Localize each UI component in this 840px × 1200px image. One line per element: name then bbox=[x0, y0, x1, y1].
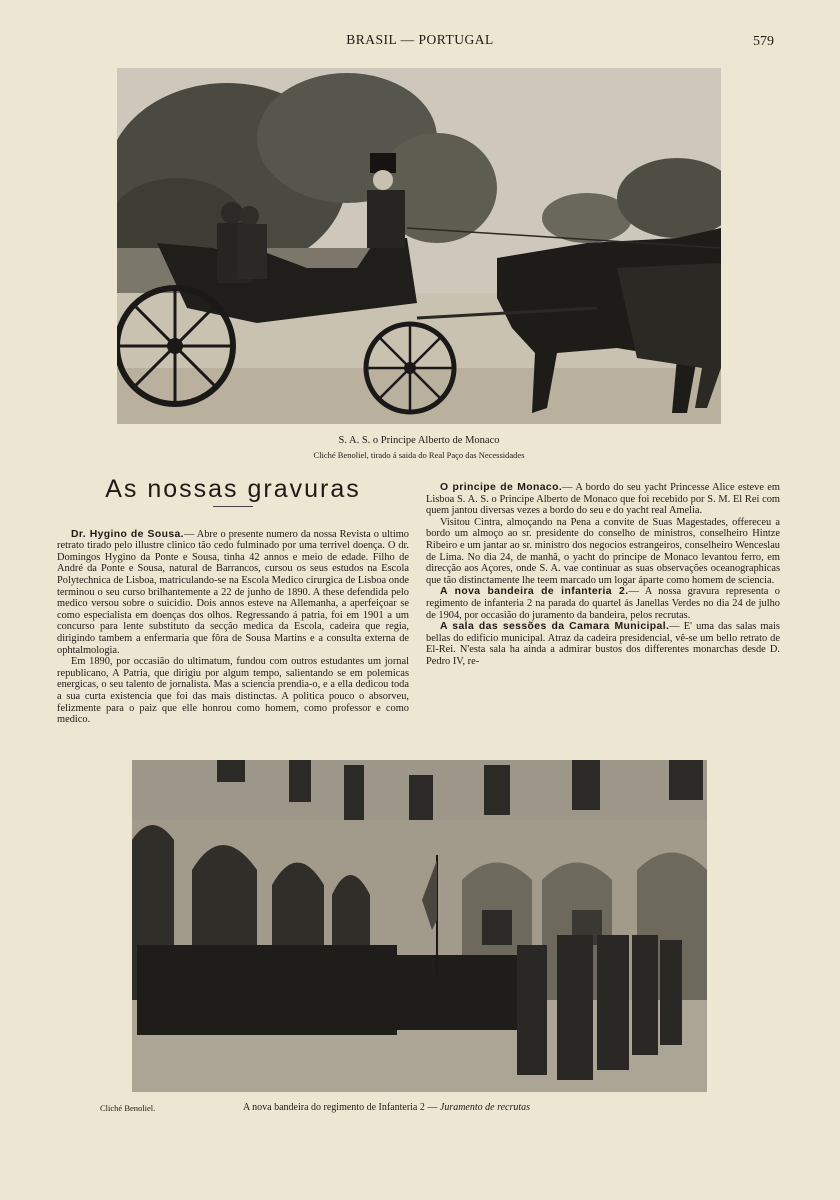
article-paragraph bbox=[57, 656, 409, 726]
figure2-caption-italic: Juramento de recrutas bbox=[439, 1102, 531, 1113]
article-paragraph bbox=[426, 517, 780, 587]
section-text: — Abre o presente numero da nossa Revista o ultimo retrato tirado pelo illustre clinico tão cedo fulminado por uma terrivel doença. O dr. Domingos Hygino da Ponte e Sousa, tinha 42 annos e meio de edade. Filho de André da Ponte e Sousa, natural de Barrancos, cursou os seus estudos na Escola Polytechnica de Lisboa, matriculando-se na Escola Medico cirurgica de Lisboa onde terminou o seu curso brilhantemente a 22 de junho de 1890. A these defendida pelo medico versou sobre o suicidio. Dois annos esteve na Allemanha, a aperfeiçoar se como especialista em doenças dos olhos. Regressando á patria, foi em 1901 a um concurso para lente substituto da secção medica da Escola, cadeira que regia, dirigindo tambem a enfermaria que fôra de Sousa Martins e a consulta externa de ophtalmologia. bbox=[57, 528, 409, 656]
section-lead: A sala das sessões da Camara Municipal. bbox=[440, 621, 670, 633]
photo-prince-carriage bbox=[117, 68, 721, 424]
article-paragraph bbox=[426, 586, 780, 621]
article-paragraph bbox=[426, 482, 780, 517]
figure1-caption: S. A. S. o Principe Alberto de Monaco bbox=[338, 435, 500, 446]
figure2-credit: Cliché Benoliel. bbox=[100, 1103, 156, 1113]
section-text: — E' uma das salas mais bellas do edificio municipal. Atraz da cadeira presidencial, vê-se um bello retrato de El-Rei. N'esta sala ha ainda a admirar bustos dos differentes monarchas desde D. Pedro IV, re- bbox=[426, 621, 780, 667]
running-title: BRASIL — PORTUGAL bbox=[346, 32, 494, 47]
section-text: Visitou Cintra, almoçando na Pena a convite de Suas Magestades, offereceu a bordo um almoço ao sr. presidente do conselho de ministros, conselheiro Hintze Ribeiro e um jantar ao sr. ministro dos negocios estrangeiros, conselheiro Wenceslau de Lima. No dia 24, de manhã, o yacht do principe de Monaco levantou ferro, em direcção aos Açores, onde S. A. vae continuar as suas observações oceanographicas que tão distinctamente lhe teem marcado um logar áparte como homem de sciencia. bbox=[426, 516, 780, 586]
section-lead: Dr. Hygino de Sousa. bbox=[71, 528, 184, 540]
figure2-caption-main: A nova bandeira do regimento de Infanteria 2 — bbox=[243, 1102, 438, 1113]
section-text: — A nossa gravura representa o regimento de infanteria 2 na parada do quartel ás Janellas Verdes no dia 24 de julho de 1904, por occasião do juramento da bandeira, pelos recrutas. bbox=[426, 586, 780, 621]
figure1-credit: Cliché Benoliel, tirado á saida do Real Paço das Necessidades bbox=[313, 450, 525, 460]
page-number: 579 bbox=[753, 34, 774, 49]
figure1-caption-block bbox=[117, 434, 721, 462]
article-paragraph bbox=[57, 529, 409, 657]
photo-regiment-courtyard bbox=[132, 760, 707, 1092]
section-lead: O principe de Monaco. bbox=[440, 482, 563, 493]
section-text: — A bordo do seu yacht Princesse Alice esteve em Lisboa S. A. S. o Principe Alberto de Monaco que foi recebido por S. M. El Rei com quem jantou diversas vezes a bordo do seu e do yacht real Amelia. bbox=[426, 482, 781, 517]
regiment-illustration bbox=[132, 760, 707, 1092]
section-lead: A nova bandeira de infanteria 2. bbox=[440, 586, 629, 598]
figure2-caption bbox=[243, 1102, 530, 1113]
title-divider bbox=[213, 506, 253, 507]
carriage-illustration bbox=[117, 68, 721, 424]
article-paragraph bbox=[426, 621, 780, 667]
section-text: Em 1890, por occasião do ultimatum, fundou com outros estudantes um jornal republicano, A Patria, que dirigiu por algum tempo, salientando se em polemicas energicas, o seu talento de jornalista. Mas a sciencia prendia-o, e a ella dedicou toda a sua curta existencia que foi das mais distinctas. A politica pouco o absorveu, felizmente para o paiz que elle honrou como homem, como professor e como medico. bbox=[57, 656, 409, 726]
article-column-left bbox=[57, 475, 409, 726]
article-title: As nossas gravuras bbox=[105, 475, 361, 503]
article-column-right bbox=[426, 482, 780, 668]
